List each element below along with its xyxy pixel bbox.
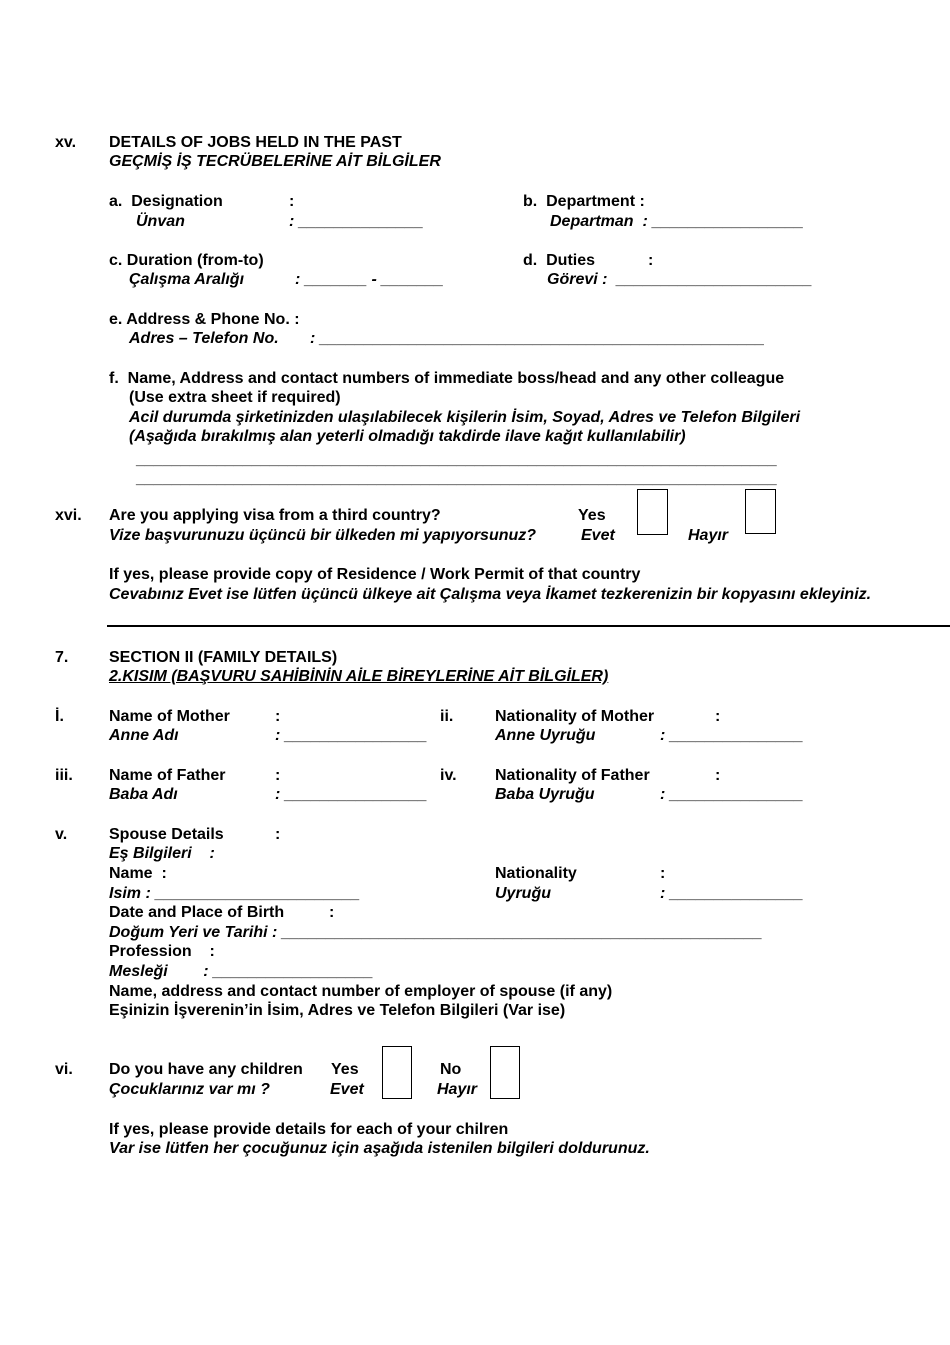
duties-field[interactable]: Görevi : ______________________	[547, 271, 813, 288]
spouse-name-field[interactable]: Isim : _______________________	[109, 885, 360, 902]
children-question-tr: Çocuklarınız var mı ?	[109, 1081, 270, 1098]
family-details-title: SECTION II (FAMILY DETAILS)	[109, 649, 338, 666]
children-note-tr: Var ise lütfen her çocuğunuz için aşağıda istenilen bilgileri doldurunuz.	[109, 1140, 650, 1157]
no-label-tr: Hayır	[688, 527, 729, 544]
spouse-details-label-tr: Eş Bilgileri :	[109, 845, 215, 862]
address-phone-field[interactable]: : __________________________________________________	[310, 330, 765, 347]
duties-colon: :	[648, 252, 654, 269]
department-label: b. Department :	[523, 193, 645, 210]
mother-nationality-label: Nationality of Mother	[495, 708, 655, 725]
designation-label: a. Designation	[109, 193, 223, 210]
address-phone-label: e. Address & Phone No. :	[109, 311, 300, 328]
father-name-label-tr: Baba Adı	[109, 786, 178, 803]
father-nationality-label-tr: Baba Uyruğu	[495, 786, 595, 803]
boss-contacts-label: f. Name, Address and contact numbers of immediate boss/head and any other colleague	[109, 370, 785, 387]
spouse-details-label: Spouse Details	[109, 826, 224, 843]
mother-nationality-label-tr: Anne Uyruğu	[495, 727, 596, 744]
third-country-yes-checkbox[interactable]	[637, 489, 668, 535]
duration-label: c. Duration (from-to)	[109, 252, 264, 269]
duration-label-tr: Çalışma Aralığı	[129, 271, 245, 288]
spouse-nationality-field[interactable]: : _______________	[660, 885, 804, 902]
designation-field[interactable]: : ______________	[289, 213, 424, 230]
children-no-label-tr: Hayır	[437, 1081, 478, 1098]
children-yes-label: Yes	[331, 1061, 359, 1078]
third-country-question: Are you applying visa from a third country?	[109, 507, 441, 524]
children-question: Do you have any children	[109, 1061, 303, 1078]
mother-name-field[interactable]: : ________________	[275, 727, 428, 744]
spouse-birth-colon: :	[329, 904, 335, 921]
section-divider	[107, 625, 950, 627]
department-field[interactable]: Departman : _________________	[550, 213, 804, 230]
residence-permit-note: If yes, please provide copy of Residence / Work Permit of that country	[109, 566, 641, 583]
item-iv-number: iv.	[440, 767, 457, 784]
third-country-question-tr: Vize başvurunuzu üçüncü bir ülkeden mi yapıyorsunuz?	[109, 527, 537, 544]
third-country-no-checkbox[interactable]	[745, 489, 776, 534]
mother-nationality-colon: :	[715, 708, 721, 725]
mother-nationality-field[interactable]: : _______________	[660, 727, 804, 744]
spouse-nationality-colon: :	[660, 865, 666, 882]
boss-contacts-line[interactable]: ________________________________________________________________________	[136, 470, 777, 487]
section-7-number: 7.	[55, 649, 69, 666]
spouse-birth-label: Date and Place of Birth	[109, 904, 285, 921]
spouse-details-colon: :	[275, 826, 281, 843]
spouse-employer-label: Name, address and contact number of employer of spouse (if any)	[109, 983, 613, 1000]
designation-label-tr: Ünvan	[136, 213, 185, 230]
boss-contacts-note-tr: (Aşağıda bırakılmış alan yeterli olmadığı takdirde ilave kağıt kullanılabilir)	[129, 428, 686, 445]
item-vi-number: vi.	[55, 1061, 73, 1078]
spouse-nationality-label: Nationality	[495, 865, 577, 882]
yes-label: Yes	[578, 507, 606, 524]
father-nationality-colon: :	[715, 767, 721, 784]
residence-permit-note-tr: Cevabınız Evet ise lütfen üçüncü ülkeye ait Çalışma veya İkamet tezkerenizin bir kopyasını ekleyiniz.	[109, 586, 872, 603]
spouse-profession-label: Profession :	[109, 943, 215, 960]
family-details-title-tr: 2.KISIM (BAŞVURU SAHİBİNİN AİLE BİREYLERİNE AİT BİLGİLER)	[109, 668, 609, 685]
section-xv-number: xv.	[55, 134, 77, 151]
boss-contacts-label-tr: Acil durumda şirketinizden ulaşılabilecek kişilerin İsim, Soyad, Adres ve Telefon Bilgileri	[129, 409, 801, 426]
duties-label: d. Duties	[523, 252, 596, 269]
designation-colon: :	[289, 193, 295, 210]
spouse-employer-label-tr: Eşinizin İşvereninʼin İsim, Adres ve Telefon Bilgileri (Var ise)	[109, 1002, 566, 1019]
section-xvi-number: xvi.	[55, 507, 82, 524]
boss-contacts-line[interactable]: ________________________________________________________________________	[136, 451, 777, 468]
duration-field[interactable]: : _______ - _______	[295, 271, 444, 288]
yes-label-tr: Evet	[581, 527, 615, 544]
father-name-label: Name of Father	[109, 767, 226, 784]
item-i-number: İ.	[55, 708, 64, 725]
father-nationality-label: Nationality of Father	[495, 767, 650, 784]
address-phone-label-tr: Adres – Telefon No.	[129, 330, 279, 347]
father-name-field[interactable]: : ________________	[275, 786, 428, 803]
children-no-checkbox[interactable]	[490, 1046, 520, 1099]
item-v-number: v.	[55, 826, 68, 843]
mother-name-colon: :	[275, 708, 281, 725]
spouse-nationality-label-tr: Uyruğu	[495, 885, 551, 902]
children-note: If yes, please provide details for each of your chilren	[109, 1121, 509, 1138]
father-nationality-field[interactable]: : _______________	[660, 786, 804, 803]
children-yes-label-tr: Evet	[330, 1081, 364, 1098]
section-xv-title: DETAILS OF JOBS HELD IN THE PAST	[109, 134, 402, 151]
spouse-name-label: Name :	[109, 865, 167, 882]
section-xv-title-tr: GEÇMİŞ İŞ TECRÜBELERİNE AİT BİLGİLER	[109, 153, 441, 170]
father-name-colon: :	[275, 767, 281, 784]
children-no-label: No	[440, 1061, 462, 1078]
item-ii-number: ii.	[440, 708, 454, 725]
children-yes-checkbox[interactable]	[382, 1046, 412, 1099]
spouse-birth-field[interactable]: Doğum Yeri ve Tarihi : ______________________________________________________	[109, 924, 763, 941]
mother-name-label: Name of Mother	[109, 708, 230, 725]
boss-contacts-note: (Use extra sheet if required)	[129, 389, 341, 406]
mother-name-label-tr: Anne Adı	[109, 727, 179, 744]
item-iii-number: iii.	[55, 767, 73, 784]
spouse-profession-field[interactable]: Mesleği : __________________	[109, 963, 374, 980]
